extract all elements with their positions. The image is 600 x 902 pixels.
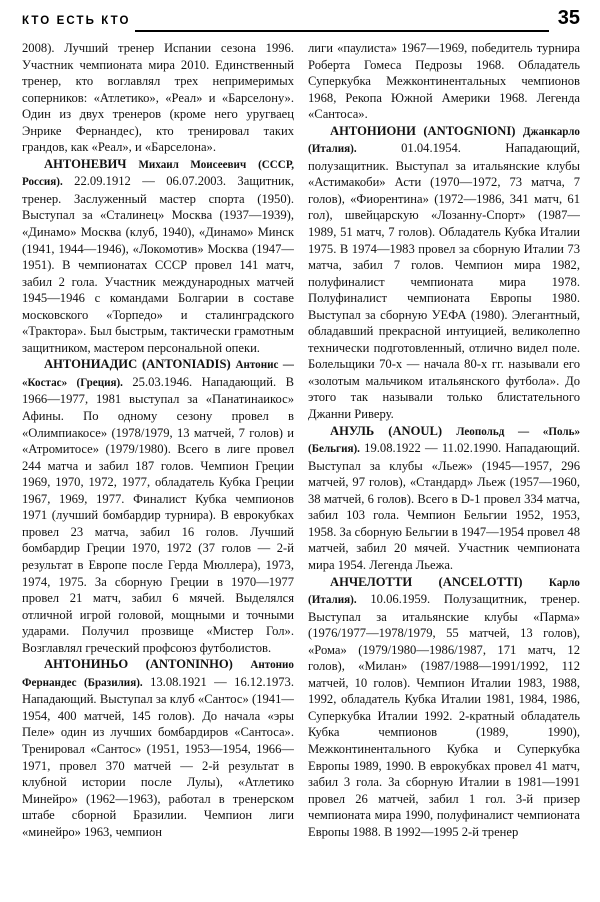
entry-body: 25.03.1946. Нападающий. В 1966—1977, 1981 выступал за «Панатинаикос» Афины. По одному сезону провел в «Олимпиакосе» (1978/1979, 13 матчей, 7 голов) и «Атромитосе» (1979/1980). Всего в лиге провел 244 матча и забил 187 голов. Чемпион Греции 1969, 1970, 1972, 1977, обладатель Кубка Греции 1967, 1969, 1977. Финалист Кубка чемпионов 1971 (лучший бомбардир турнира). В еврокубках провел 23 матча, забил 16 голов. Лучший бомбардир Греции 1970, 1972 (37 голов — 2-й результат в Европе после Герда Мюллера), 1973, 1974, 1975. За сборную Греции в 1970—1977 провел 21 матч, забил 6 мячей. Выделялся отличной игрой головой, мощными и точными ударами. Получил прозвище «Мистер Гол». Возглавлял греческий профсоюз футболистов. — [22, 374, 294, 655]
entry-body: 19.08.1922 — 11.02.1990. Нападающий. Выступал за клубы «Льеж» (1945—1957, 296 матчей, 97 голов), «Стандард» Льеж (1957—1960, 38 матчей, 6 голов). Всего в D-1 провел 334 матча, забил 103 гола. Чемпион Бельгии 1952, 1953, 1958. За сборную Бельгии в 1947—1954 провел 48 матчей, забил 20 мячей. Участник чемпионата мира 1954. Легенда Льежа. — [308, 441, 580, 572]
entry-country: (Италия). — [308, 143, 357, 156]
entry-given-name: Михаил Моисеевич — [138, 158, 247, 171]
dictionary-entry — [308, 123, 580, 423]
entry-given-name: Джанкарло — [522, 125, 580, 138]
paragraph-continued: 2008). Лучший тренер Испании сезона 1996. Участник чемпионата мира 2010. Единственный тренер, кто воглавлял трех непримеримых соперников: «Атлетико», «Реал» и «Барселону». Один из двух тренеров (кроме него уругваец Энрике Фернандес), кто тренировал таких грандов, как «Реал», и «Барселона». — [22, 41, 294, 155]
entry-body: 22.09.1912 — 06.07.2003. Защитник, тренер. Заслуженный мастер спорта (1950). Выступал за «Сталинец» Москва (1937—1939), «Динамо» Москва (клуб, 1940), «Динамо» Минск (1941, 1944—1946), «Локомотив» Москва (1947—1951). В чемпионатах СССР провел 141 матч, забил 2 гола. Участник международных матчей 1945—1946 с командами Болгарии в составе московского «Торпедо» и сталинградского «Трактора». Был быстрым, тактически грамотным защитником, мастером персональной опеки. — [22, 174, 294, 355]
entry-country: (Италия). — [308, 594, 357, 607]
entry-given-name: Леопольд — «Поль» — [456, 425, 580, 438]
entry-country: (Бельгия). — [308, 443, 360, 456]
running-head-title: КТО ЕСТЬ КТО — [22, 15, 131, 27]
entry-country: (СССР, Россия). — [22, 158, 294, 189]
entry-headword: АНУЛЬ — [330, 423, 375, 438]
page-number: 35 — [557, 7, 580, 29]
entry-country: (Бразилия). — [83, 676, 143, 689]
entry-headword: АНТОНЕВИЧ — [44, 156, 127, 171]
dictionary-entry — [308, 423, 580, 574]
entry-headword-latin: (ANCELOTTI) — [438, 574, 523, 589]
running-head-rule — [135, 30, 549, 33]
entry-headword: АНТОНИОНИ — [330, 123, 416, 138]
entry-given-name: Карло — [548, 576, 580, 589]
entry-country: (Греция). — [76, 376, 123, 389]
entry-headword-latin: (ANOUL) — [388, 423, 443, 438]
entry-headword-latin: (ANTONIADIS) — [142, 357, 231, 372]
running-head — [22, 8, 580, 34]
dictionary-entry — [22, 156, 294, 357]
column-left — [22, 40, 294, 896]
entry-headword: АНТОНИНЬО — [44, 657, 129, 672]
entry-given-name: Антонио Фернандес — [22, 659, 294, 689]
entry-body: 01.04.1954. Нападающий, полузащитник. Выступал за итальянские клубы «Астимакоби» Асти (1970—1972, 73 матча, 7 голов), «Фиорентина» (1972—1986, 341 матч, 61 гол), швейцарскую «Лозанну-Спорт» (1987—1989, 51 матч, 7 голов). Обладатель Кубка Италии 1975. В 1974—1983 провел за сборную Италии 73 матча, забил 7 голов. Чемпион мира 1982, полуфиналист чемпионата мира 1978. Полуфиналист чемпионата Европы 1980. Выступал за сборную УЕФА (1980). Элегантный, обладавший прекрасной интуицией, великолепно технически подготовленный, отлично видел поле. Болельщики 70-х — начала 80-х гг. называли его «золотым мальчиком итальянского футбола». До этого так называли только блистательного Джанни Риверу. — [308, 141, 580, 422]
entry-headword: АНЧЕЛОТТИ — [330, 574, 413, 589]
dictionary-entry — [22, 356, 294, 656]
paragraph-continued: лиги «паулиста» 1967—1969, победитель турнира Роберта Гомеса Педрозы 1968. Обладатель Суперкубка Межконтинентальных чемпионов 1968, Рекопа Южной Америки 1968. Легенда «Сантоса». — [308, 41, 580, 122]
entry-body: 13.08.1921 — 16.12.1973. Нападающий. Выступал за клуб «Сантос» (1941—1954, 400 матчей, 145 голов). До начала «эры Пеле» один из лучших бомбардиров «Сантоса». Тренировал «Сантос» (1951, 1953—1954, 1966—1971, провел 370 матчей — 2-й результат в клубной истории после Лулы), «Атлетико Минейро» (1962—1963), работал в тренерском штабе сборной Бразилии. Чемпион лиги «минейро» 1963, чемпион — [22, 674, 294, 839]
entry-headword: АНТОНИАДИС — [44, 357, 138, 372]
body-columns — [22, 40, 580, 896]
column-right — [308, 40, 580, 896]
dictionary-entry — [22, 656, 294, 840]
entry-given-name: Антонис — «Костас» — [22, 359, 294, 389]
dictionary-entry — [308, 574, 580, 841]
entry-headword-latin: (ANTONINHO) — [145, 657, 233, 672]
entry-headword-latin: (ANTOGNIONI) — [423, 123, 516, 138]
entry-body: 10.06.1959. Полузащитник, тренер. Выступал за итальянские клубы «Парма» (1976/1977—1978/1979, 55 матчей, 13 голов), «Рома» (1979/1980—1986/1987, 171 матч, 12 голов), «Милан» (1987/1988—1991/1992, 112 матчей, 10 голов). Чемпион Италии 1983, 1988, 1992, обладатель Кубка Италии 1981, 1984, 1986, Суперкубка Италии 1992. 2-кратный обладатель Кубка чемпионов (1989, 1990), Межконтинентального Кубка и Суперкубка Европы 1989, 1990. В еврокубках провел 41 матч, забил 3 гола. За сборную Италии в 1981—1991 провел 26 матчей, забил 1 гол. 3-й призер чемпионата мира 1990, полуфиналист чемпионата Европы 1988. В 1992—1995 2-й тренер — [308, 592, 580, 839]
